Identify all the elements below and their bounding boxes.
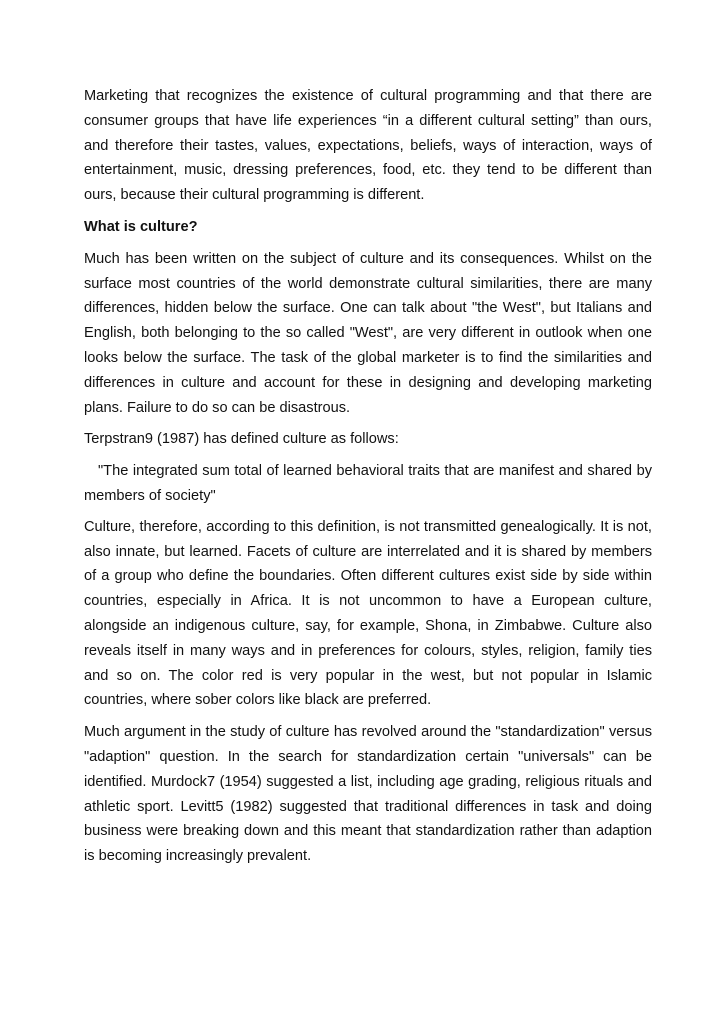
paragraph-culture-subject: Much has been written on the subject of culture and its consequences. Whilst on the surface most countries of the world demonstrate cultural similarities, there are many differences, hidden below the surface. One can talk about "the West", but Italians and English, both belonging to the so called "West", are very different in outlook when one looks below the surface. The task of the global marketer is to find the similarities and differences in culture and account for these in designing and developing marketing plans. Failure to do so can be disastrous. xyxy=(84,250,652,416)
paragraph-standardization: Much argument in the study of culture has revolved around the "standardization" versus "adaption" question. In the search for standardization certain "universals" can be identified. Murdock7 (1954) suggested a list, including age grading, religious rituals and athletic sport. Levitt5 (1982) suggested that traditional differences in task and doing business were breaking down and this meant that standardization rather than adaption is becoming increasingly prevalent. xyxy=(84,724,652,865)
paragraph-cultural-programming: Marketing that recognizes the existence of cultural programming and that there are consumer groups that have life experiences “in a different cultural setting” than ours, and therefore their tastes, values, expectations, beliefs, ways of interaction, ways of entertainment, music, dressing preferences, food, etc. they tend to be different than ours, because their cultural programming is different. xyxy=(84,88,652,204)
document-body xyxy=(84,84,652,876)
definition-quote: "The integrated sum total of learned behavioral traits that are manifest and shared by members of society" xyxy=(84,463,652,504)
paragraph-terpstra-intro: Terpstran9 (1987) has defined culture as follows: xyxy=(84,431,399,448)
section-heading: What is culture? xyxy=(84,218,198,235)
paragraph-culture-definition: Culture, therefore, according to this definition, is not transmitted genealogically. It is not, also innate, but learned. Facets of culture are interrelated and it is shared by members of a group who define the boundaries. Often different cultures exist side by side within countries, especially in Africa. It is not uncommon to have a European culture, alongside an indigenous culture, say, for example, Shona, in Zimbabwe. Culture also reveals itself in many ways and in preferences for colours, styles, religion, family ties and so on. The color red is very popular in the west, but not popular in Islamic countries, where sober colors like black are preferred. xyxy=(84,518,652,709)
